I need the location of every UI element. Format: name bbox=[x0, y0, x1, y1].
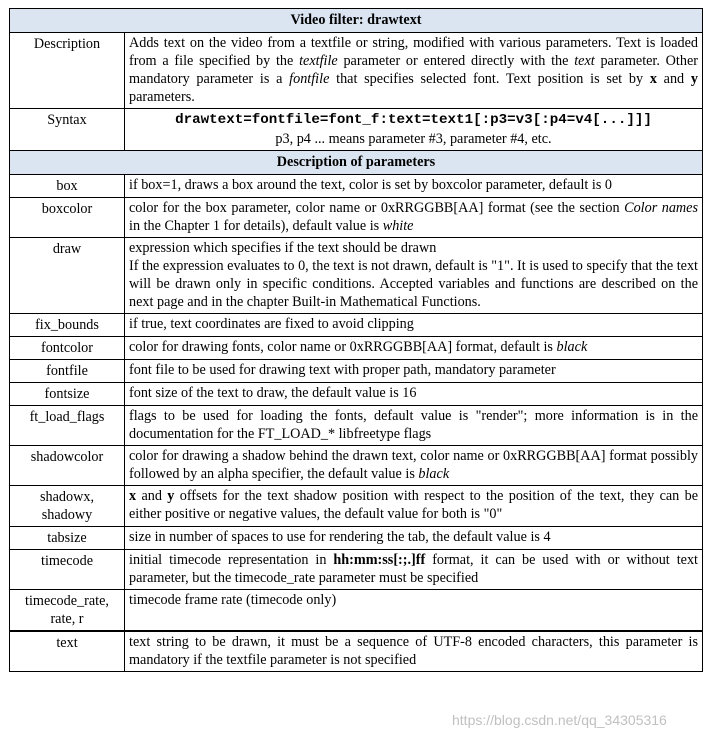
param-desc: initial timecode representation in hh:mm:ss[:;.]ff format, it can be used with or without text parameter, but the timecode_rate parameter must be specified bbox=[125, 550, 703, 590]
param-name: draw bbox=[10, 238, 125, 314]
param-desc: expression which specifies if the text should be drawn If the expression evaluates to 0, the text is not drawn, default is "1". It is used to specify that the text will be drawn only in specific conditions. Accepted variables and functions are described on the next page and in the chapter Built-in Mathematical Functions. bbox=[125, 238, 703, 314]
param-name: text bbox=[10, 631, 125, 672]
param-row-fontfile bbox=[10, 360, 703, 383]
param-row-boxcolor bbox=[10, 198, 703, 238]
drawtext-filter-table bbox=[9, 8, 703, 672]
param-desc: color for drawing a shadow behind the drawn text, color name or 0xRRGGBB[AA] format possibly followed by an alpha specifier, the default value is black bbox=[125, 446, 703, 486]
param-row-draw bbox=[10, 238, 703, 314]
param-row-tabsize bbox=[10, 527, 703, 550]
param-desc: text string to be drawn, it must be a sequence of UTF-8 encoded characters, this parameter is mandatory if the textfile parameter is not specified bbox=[125, 631, 703, 672]
syntax-cell bbox=[125, 109, 703, 151]
description-row bbox=[10, 33, 703, 109]
filter-title: Video filter: drawtext bbox=[10, 9, 703, 33]
param-row-text bbox=[10, 631, 703, 672]
param-desc: color for the box parameter, color name or 0xRRGGBB[AA] format (see the section Color names in the Chapter 1 for details), default value is white bbox=[125, 198, 703, 238]
param-row-box bbox=[10, 175, 703, 198]
param-name: fontsize bbox=[10, 383, 125, 406]
param-name: boxcolor bbox=[10, 198, 125, 238]
param-desc: flags to be used for loading the fonts, default value is "render"; more information is in the documentation for the FT_LOAD_* libfreetype flags bbox=[125, 406, 703, 446]
param-name: timecode bbox=[10, 550, 125, 590]
param-row-fix-bounds bbox=[10, 314, 703, 337]
param-desc: font size of the text to draw, the default value is 16 bbox=[125, 383, 703, 406]
param-row-timecode-rate bbox=[10, 590, 703, 632]
param-name: shadowx, shadowy bbox=[10, 486, 125, 527]
description-label: Description bbox=[10, 33, 125, 109]
param-name: fontcolor bbox=[10, 337, 125, 360]
param-name: shadowcolor bbox=[10, 446, 125, 486]
param-name: ft_load_flags bbox=[10, 406, 125, 446]
param-desc: font file to be used for drawing text with proper path, mandatory parameter bbox=[125, 360, 703, 383]
param-desc: timecode frame rate (timecode only) bbox=[125, 590, 703, 632]
param-desc: color for drawing fonts, color name or 0xRRGGBB[AA] format, default is black bbox=[125, 337, 703, 360]
description-text: Adds text on the video from a textfile or string, modified with various parameters. Text is loaded from a file specified by the textfile parameter or entered directly with the text parameter. Other mandatory parameter is a fontfile that specifies selected font. Text position is set by x and y parameters. bbox=[125, 33, 703, 109]
param-name: tabsize bbox=[10, 527, 125, 550]
filter-title-row bbox=[10, 9, 703, 33]
syntax-note: p3, p4 ... means parameter #3, parameter #4, etc. bbox=[275, 131, 552, 147]
param-desc: if box=1, draws a box around the text, color is set by boxcolor parameter, default is 0 bbox=[125, 175, 703, 198]
document-page bbox=[9, 8, 702, 672]
param-row-fontcolor bbox=[10, 337, 703, 360]
param-name: fontfile bbox=[10, 360, 125, 383]
param-desc: size in number of spaces to use for rendering the tab, the default value is 4 bbox=[125, 527, 703, 550]
param-name: fix_bounds bbox=[10, 314, 125, 337]
param-name: timecode_rate, rate, r bbox=[10, 590, 125, 632]
syntax-row bbox=[10, 109, 703, 151]
param-row-timecode bbox=[10, 550, 703, 590]
param-row-fontsize bbox=[10, 383, 703, 406]
param-row-shadowx-shadowy bbox=[10, 486, 703, 527]
param-row-ft-load-flags bbox=[10, 406, 703, 446]
param-row-shadowcolor bbox=[10, 446, 703, 486]
param-name: box bbox=[10, 175, 125, 198]
syntax-label: Syntax bbox=[10, 109, 125, 151]
params-header-row bbox=[10, 151, 703, 175]
params-header: Description of parameters bbox=[10, 151, 703, 175]
param-desc: x and y offsets for the text shadow position with respect to the position of the text, they can be either positive or negative values, the default value for both is "0" bbox=[125, 486, 703, 527]
param-desc: if true, text coordinates are fixed to avoid clipping bbox=[125, 314, 703, 337]
syntax-code: drawtext=fontfile=font_f:text=text1[:p3=v3[:p4=v4[...]]] bbox=[175, 112, 652, 128]
watermark: https://blog.csdn.net/qq_34305316 bbox=[452, 712, 667, 728]
